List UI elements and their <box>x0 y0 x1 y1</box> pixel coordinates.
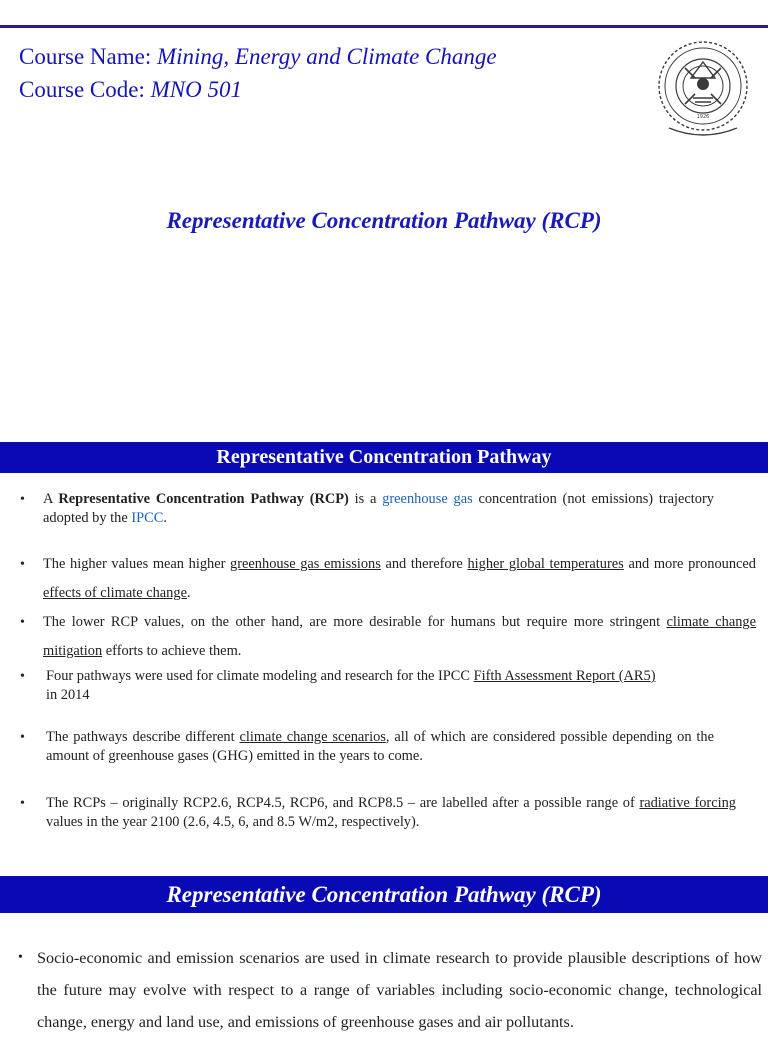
course-name-value: Mining, Energy and Climate Change <box>156 44 497 69</box>
bullet-text: The lower RCP values, on the other hand, are more desirable for humans but require more stringent climate change mitigation efforts to achieve them. <box>43 614 756 659</box>
section-heading-1: Representative Concentration Pathway <box>0 442 768 473</box>
course-code-label: Course Code: <box>19 77 151 102</box>
link-greenhouse-gas[interactable]: greenhouse gas <box>382 491 473 507</box>
bullet-icon: • <box>20 492 25 507</box>
bullet-icon: • <box>20 669 25 684</box>
bullet-icon: • <box>18 950 23 965</box>
link-effects-of-climate-change[interactable]: effects of climate change <box>43 585 187 601</box>
course-name-label: Course Name: <box>19 44 157 69</box>
link-fifth-assessment-report[interactable]: Fifth Assessment Report (AR5) <box>473 668 656 684</box>
link-climate-change-mitigation[interactable]: climate change mitigation <box>43 614 756 659</box>
slide-title: Representative Concentration Pathway (RCP) <box>166 208 602 233</box>
link-higher-global-temperatures[interactable]: higher global temperatures <box>467 556 624 572</box>
link-radiative-forcing[interactable]: radiative forcing <box>639 795 737 811</box>
bullet-text: A Representative Concentration Pathway (RCP) is a greenhouse gas concentration (not emissions) trajectory adopted by the IPCC. <box>43 491 714 526</box>
logo-year: 1926 <box>696 114 710 120</box>
institute-logo <box>655 38 751 148</box>
link-ipcc[interactable]: IPCC <box>131 510 164 526</box>
bullet-text: Four pathways were used for climate modeling and research for the IPCC Fifth Assessment Report (AR5) in 2014 <box>46 668 656 703</box>
bullet-icon: • <box>20 730 25 745</box>
bullet-text: The RCPs – originally RCP2.6, RCP4.5, RCP6, and RCP8.5 – are labelled after a possible range of radiative forcing values in the year 2100 (2.6, 4.5, 6, and 8.5 W/m2, respectively). <box>46 795 737 830</box>
bullet-icon: • <box>20 796 25 811</box>
header-rule <box>0 25 768 28</box>
course-info <box>19 40 497 106</box>
bullet-text: The pathways describe different climate change scenarios, all of which are considered possible depending on the amount of greenhouse gases (GHG) emitted in the years to come. <box>46 729 714 764</box>
course-name-line <box>19 40 497 73</box>
course-code-line <box>19 73 497 106</box>
bullet-icon: • <box>20 615 25 630</box>
bullet-text: Socio-economic and emission scenarios are used in climate research to provide plausible descriptions of how the future may evolve with respect to a range of variables including socio-economic change, technological change, energy and land use, and emissions of greenhouse gases and air pollutants. <box>37 949 762 1031</box>
bullet-text: The higher values mean higher greenhouse gas emissions and therefore higher global temperatures and more pronounced effects of climate change. <box>43 556 757 601</box>
link-greenhouse-gas-emissions[interactable]: greenhouse gas emissions <box>230 556 381 572</box>
course-code-value: MNO 501 <box>150 77 242 102</box>
link-climate-change-scenarios[interactable]: climate change scenarios <box>239 729 386 745</box>
bullet-icon: • <box>20 557 25 572</box>
section-heading-2: Representative Concentration Pathway (RCP) <box>0 876 768 913</box>
